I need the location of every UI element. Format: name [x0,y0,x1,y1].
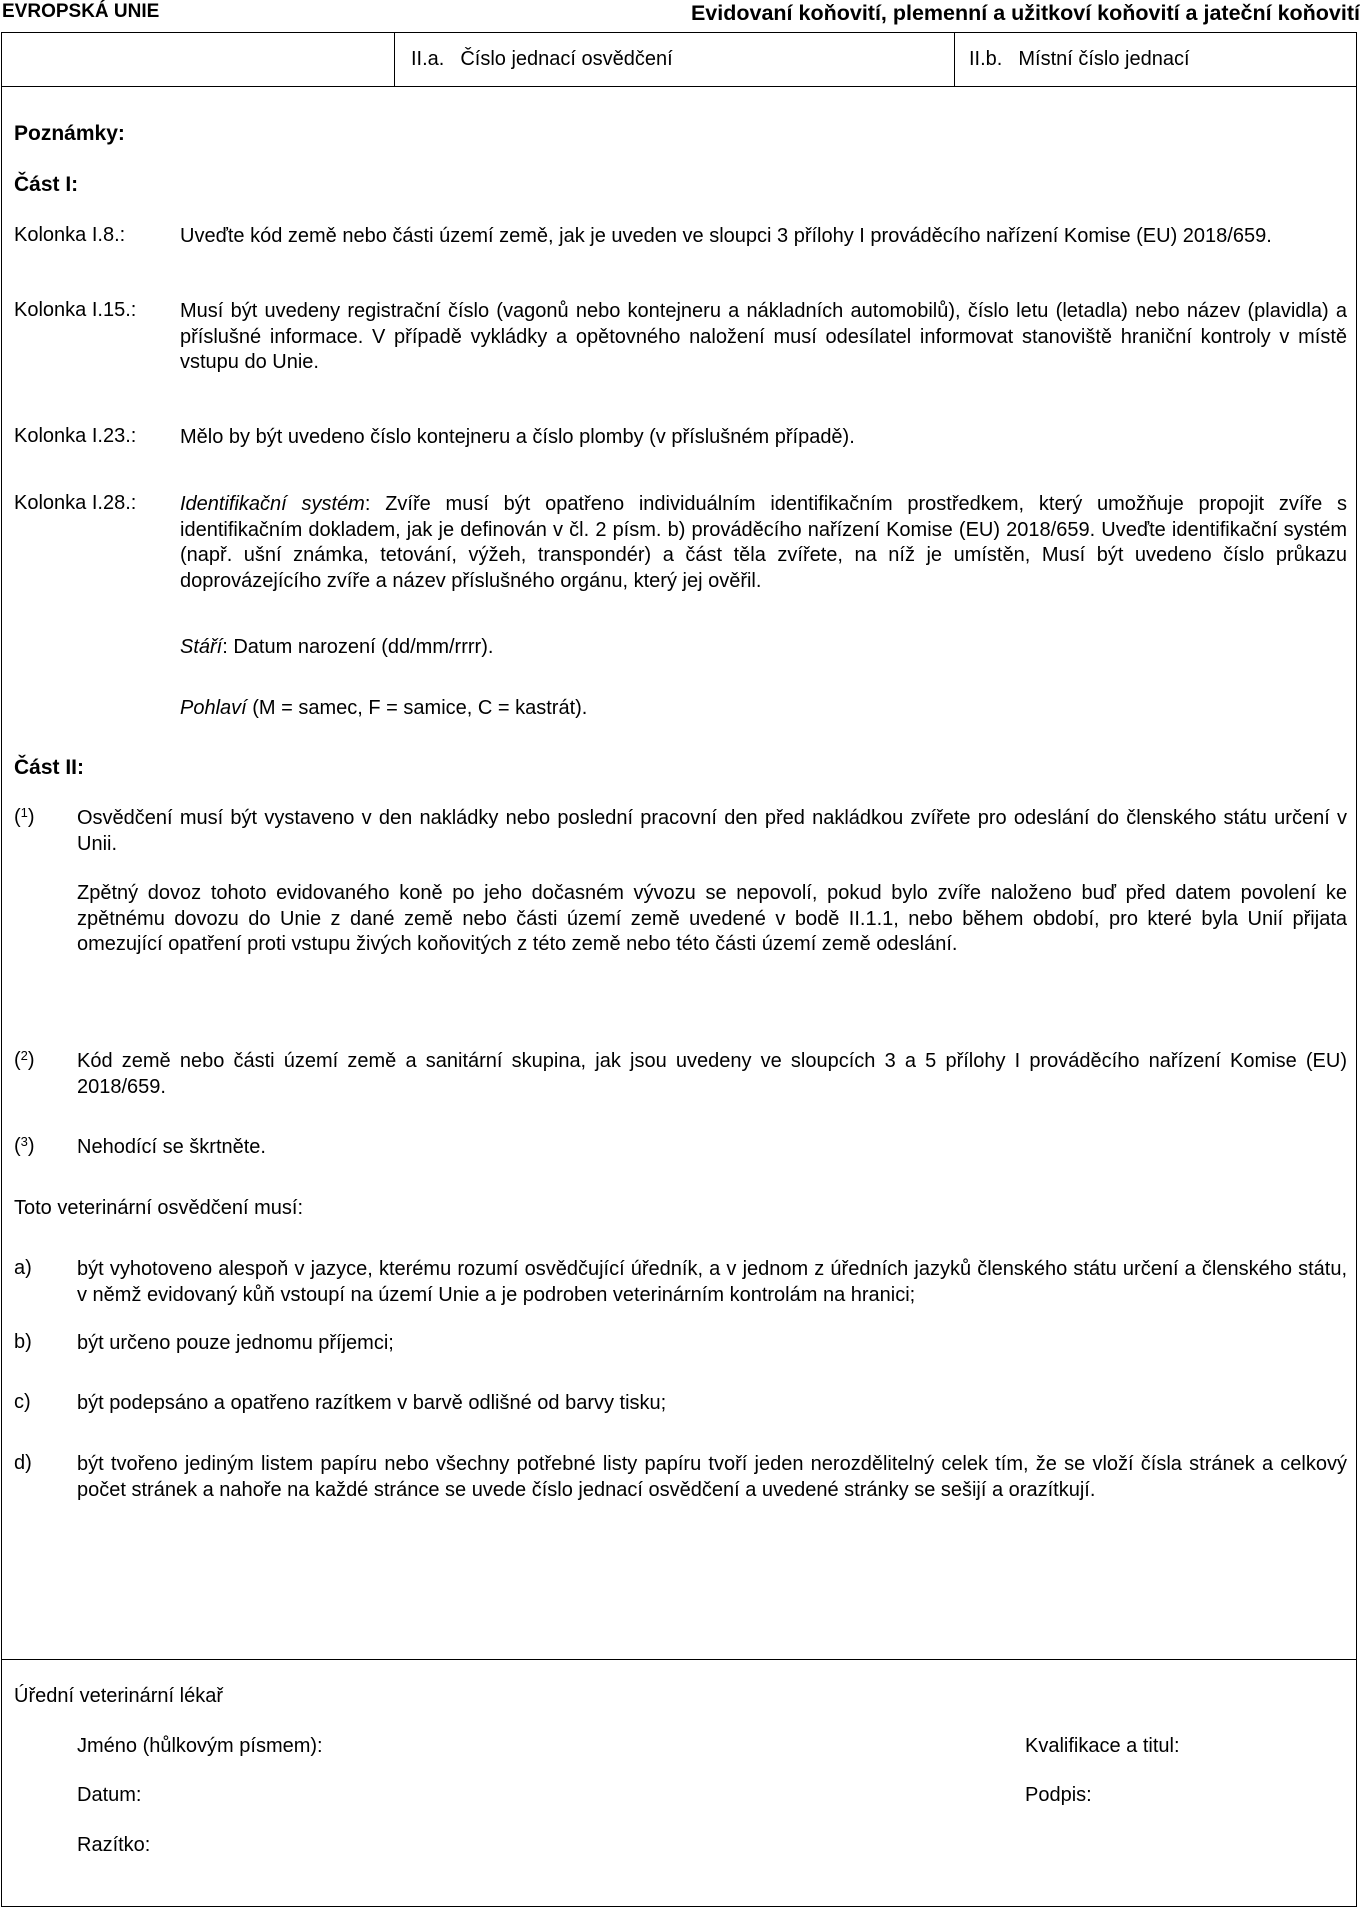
requirements-intro: Toto veterinární osvědčení musí: [14,1197,304,1219]
note-text [180,492,1347,594]
requirement-label: d) [14,1452,32,1474]
ref-b-code: II.b. [969,48,1003,70]
footnote-marker: ($^1$) [14,805,35,828]
requirement-text: být podepsáno a opatřeno razítkem v barvě odlišné od barvy tisku; [77,1392,667,1414]
note-term: Identifikační systém [180,493,365,515]
note-label: Kolonka I.15.: [14,299,137,321]
date-field-label[interactable]: Datum: [77,1784,142,1806]
requirement-text: být určeno pouze jednomu příjemci; [77,1332,394,1354]
signature-block [2,1659,1356,1908]
sex-note [180,696,1347,722]
requirement-text: být tvořeno jediným listem papíru nebo všechny potřebné listy papíru tvoří jeden nerozdělitelný celek tím, že se vloží čísla stránek a celkový počet stránek a nahoře na každé stránce se uvede číslo jednací osvědčení a uvedené stránky se sešijí a orazítkují. [77,1453,1347,1501]
ref-a-label: Číslo jednací osvědčení [460,48,673,70]
note-body: : Zvíře musí být opatřeno individuálním identifikačním prostředkem, který umožňuje propojit zvíře s identifikačním dokladem, jak je definován v čl. 2 písm. b) prováděcího nařízení Komise (EU) 2018/659. Uveďte identifikační systém (např. ušní známka, tetování, výžeh, transpondér) a část těla zvířete, na níž je umístěn, Musí být uvedeno číslo průkazu doprovázejícího zvíře a název příslušného orgánu, který jej ověřil. [180,493,1348,592]
reference-row [2,33,1356,87]
footnote-text: Nehodící se škrtněte. [77,1136,266,1158]
note-text: Uveďte kód země nebo části území země, jak je uveden ve sloupci 3 přílohy I prováděcího nařízení Komise (EU) 2018/659. [180,225,1272,247]
qualification-field-label[interactable]: Kvalifikace a titul: [1025,1735,1180,1757]
sex-text: (M = samec, F = samice, C = kastrát). [246,697,588,719]
requirement-label: c) [14,1391,31,1413]
footnote-1-continuation: Zpětný dovoz tohoto evidovaného koně po jeho dočasném vývozu se nepovolí, pokud bylo zvíře naloženo buď před datem povolení ke zpětnému dovozu do Unie z dané země nebo části území země uvedené v bodě II.1.1, nebo během období, pro které byla Unií přijata omezující opatření proti vstupu živých koňovitých z této země nebo této části území země odeslání. [77,882,1347,955]
certificate-frame [1,32,1357,1907]
certificate-reference-field[interactable] [394,33,954,86]
official-vet-title: Úřední veterinární lékař [14,1685,223,1707]
part2-title: Část II: [14,756,85,779]
stamp-field-label[interactable]: Razítko: [77,1834,151,1856]
local-reference-field[interactable] [954,33,1356,86]
footnote-marker: ($^3$) [14,1134,35,1157]
eu-label: EVROPSKÁ UNIE [2,1,160,22]
page-header [0,0,1360,32]
age-note [180,635,1347,661]
note-text: Mělo by být uvedeno číslo kontejneru a číslo plomby (v příslušném případě). [180,426,855,448]
requirement-label: b) [14,1331,32,1353]
ref-a-code: II.a. [411,48,445,70]
note-text: Musí být uvedeny registrační číslo (vagonů nebo kontejneru a nákladních automobilů), číslo letu (letadla) nebo název (plavidla) a příslušné informace. V případě vykládky a opětovného naložení musí odesílatel informovat stanoviště hraniční kontroly v místě vstupu do Unie. [180,300,1347,373]
requirement-text: být vyhotoveno alespoň v jazyce, kterému rozumí osvědčující úředník, a v jednom z úředních jazyků členského státu určení a členského státu, v němž evidovaný kůň vstoupí na území Unie a je podroben veterinárním kontrolám na hranici; [77,1258,1347,1306]
age-term: Stáří [180,636,223,658]
document-title: Evidovaní koňovití, plemenní a užitkoví koňovití a jateční koňovití [690,1,1360,25]
signature-field-label[interactable]: Podpis: [1025,1784,1092,1806]
age-text: : Datum narození (dd/mm/rrrr). [222,636,494,658]
footnote-text: Kód země nebo části území země a sanitární skupina, jak jsou uvedeny ve sloupcích 3 a 5 přílohy I prováděcího nařízení Komise (EU) 2018/659. [77,1050,1347,1098]
part1-title: Část I: [14,173,79,196]
sex-term: Pohlaví [180,697,247,719]
requirement-label: a) [14,1257,32,1279]
note-label: Kolonka I.8.: [14,224,126,246]
footnote-marker: ($^2$) [14,1048,35,1071]
ref-b-label: Místní číslo jednací [1018,48,1190,70]
note-label: Kolonka I.23.: [14,425,137,447]
name-field-label[interactable]: Jméno (hůlkovým písmem): [77,1735,323,1757]
footnote-text: Osvědčení musí být vystaveno v den nakládky nebo poslední pracovní den před nakládkou zvířete pro odeslání do členského státu určení v Unii. [77,807,1347,855]
note-label: Kolonka I.28.: [14,492,137,514]
notes-title: Poznámky: [14,122,125,145]
